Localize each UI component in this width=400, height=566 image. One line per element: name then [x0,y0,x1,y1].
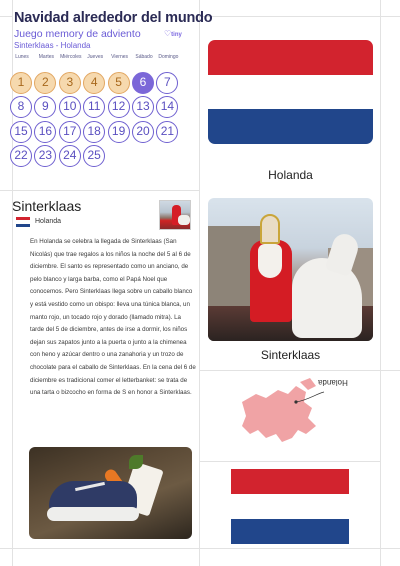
map-label: Holanda [318,378,348,387]
europe-map [212,372,377,457]
calendar-day-8[interactable]: 8 [10,96,32,118]
calendar-day-11[interactable]: 11 [83,96,105,118]
cut-guide [199,461,380,462]
weekday-label: Sábado [135,54,153,60]
weekday-label: Lunes [15,54,29,60]
calendar-day-7[interactable]: 7 [156,72,178,94]
brand-logo [164,29,182,38]
page-subtitle: Juego memory de adviento [14,28,141,40]
calendar-day-25[interactable]: 25 [83,145,105,167]
calendar-day-9[interactable]: 9 [34,96,56,118]
cut-guide [199,370,400,371]
calendar-day-17[interactable]: 17 [59,121,81,143]
shoe-with-carrot-photo [29,447,192,539]
weekday-label: Viernes [111,54,129,60]
calendar-day-23[interactable]: 23 [34,145,56,167]
weekday-label: Martes [38,54,55,60]
calendar-day-15[interactable]: 15 [10,121,32,143]
calendar-day-18[interactable]: 18 [83,121,105,143]
calendar-day-19[interactable]: 19 [108,121,130,143]
calendar-day-2[interactable]: 2 [34,72,56,94]
calendar-day-22[interactable]: 22 [10,145,32,167]
info-title: Sinterklaas [12,198,82,214]
weekday-label: Jueves [87,54,104,60]
calendar-day-4[interactable]: 4 [83,72,105,94]
calendar-day-16[interactable]: 16 [34,121,56,143]
cut-guide [380,0,381,566]
weekday-row [10,54,190,64]
calendar-day-6[interactable]: 6 [132,72,154,94]
calendar-day-3[interactable]: 3 [59,72,81,94]
netherlands-flag [208,40,373,144]
calendar-day-13[interactable]: 13 [132,96,154,118]
calendar-day-14[interactable]: 14 [156,96,178,118]
calendar-day-1[interactable]: 1 [10,72,32,94]
heart-icon: ♡ [164,29,172,38]
cut-guide [0,16,12,17]
cut-guide [0,548,400,549]
calendar-day-21[interactable]: 21 [156,121,178,143]
info-body: En Holanda se celebra la llegada de Sinterklaas (San Nicolás) que trae regalos a los niños la noche del 5 al 6 de diciembre. El santo es representado como un anciano, de pelo blanco y larga barba, como el Papá Noel que conocemos. Pero Sinterklaas llega sobre un caballo blanco y está vestido como un obispo: lleva una túnica blanca, un manto rojo, un tocado rojo y dorado (llamado mitra). La tarde del 5 de diciembre, antes de irse a dormir, los niños dejan sus zapatos junto a la puerta o junto a la chimenea con heno y azúcar dentro o una zanahoria y un trozo de chocolate para el caballo de Sinterklaas. En la cena del 6 de diciembre es tradicional comer el letterbanket: se trata de una tarta o bizcocho en forma de S en honor a Sinterklaas. [30,238,196,397]
netherlands-flag-2 [231,469,349,544]
cut-guide [199,0,200,566]
advent-calendar-grid [10,72,190,172]
weekday-label: Domingo [158,54,179,60]
cut-guide [0,190,199,191]
page-sub-subtitle: Sinterklaas - Holanda [14,41,91,50]
calendar-day-20[interactable]: 20 [132,121,154,143]
photo-card-label: Sinterklaas [260,348,321,362]
flag-card-label: Holanda [268,168,313,182]
calendar-day-10[interactable]: 10 [59,96,81,118]
calendar-day-5[interactable]: 5 [108,72,130,94]
weekday-label: Miércoles [60,54,82,60]
sinterklaas-photo [208,198,373,341]
cut-guide [199,16,400,17]
info-country: Holanda [35,218,62,225]
calendar-day-24[interactable]: 24 [59,145,81,167]
brand-name: tiny [171,32,182,38]
page-title: Navidad alrededor del mundo [14,10,213,26]
netherlands-flag-icon [16,217,30,227]
calendar-day-12[interactable]: 12 [108,96,130,118]
sinterklaas-thumbnail [159,200,191,230]
